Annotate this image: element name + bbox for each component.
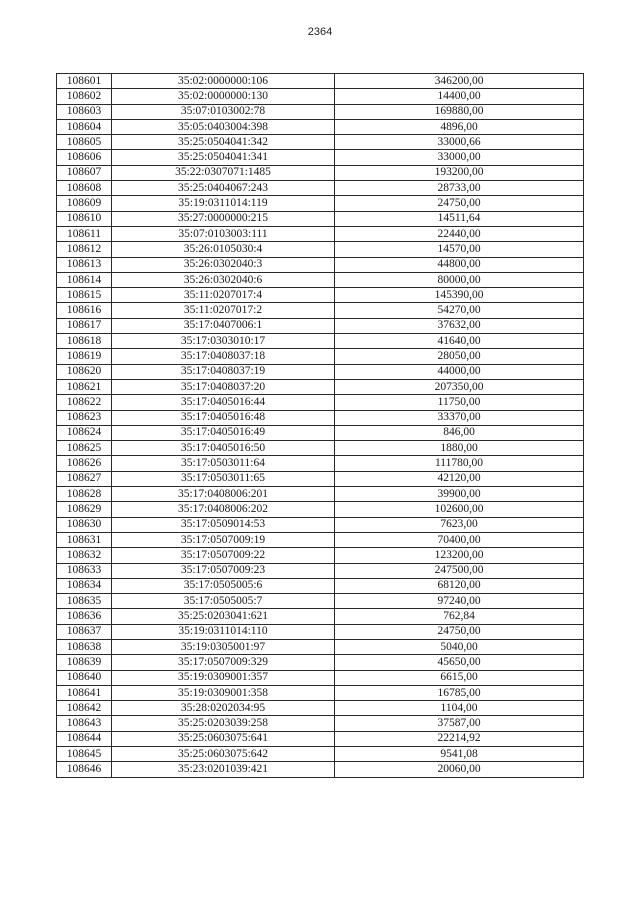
cadastral-number-cell: 35:25:0404067:243	[112, 181, 335, 196]
cadastral-value-cell: 37632,00	[335, 318, 584, 333]
row-number-cell: 108624	[57, 425, 112, 440]
cadastral-value-cell: 42120,00	[335, 471, 584, 486]
table-row	[57, 731, 584, 746]
cadastral-number-cell: 35:07:0103003:111	[112, 226, 335, 241]
table-row	[57, 670, 584, 685]
cadastral-value-cell: 22440,00	[335, 226, 584, 241]
table-row	[57, 532, 584, 547]
row-number-cell: 108604	[57, 119, 112, 134]
table-row	[57, 272, 584, 287]
cadastral-number-cell: 35:17:0303010:17	[112, 334, 335, 349]
cadastral-number-cell: 35:25:0504041:341	[112, 150, 335, 165]
cadastral-value-cell: 111780,00	[335, 456, 584, 471]
cadastral-value-cell: 207350,00	[335, 379, 584, 394]
cadastral-value-table	[56, 73, 584, 778]
cadastral-value-cell: 102600,00	[335, 502, 584, 517]
cadastral-value-cell: 20060,00	[335, 762, 584, 777]
table-row	[57, 517, 584, 532]
cadastral-value-cell: 54270,00	[335, 303, 584, 318]
row-number-cell: 108626	[57, 456, 112, 471]
cadastral-number-cell: 35:26:0302040:6	[112, 272, 335, 287]
row-number-cell: 108632	[57, 548, 112, 563]
cadastral-number-cell: 35:25:0603075:641	[112, 731, 335, 746]
cadastral-value-cell: 80000,00	[335, 272, 584, 287]
table-row	[57, 502, 584, 517]
cadastral-value-cell: 123200,00	[335, 548, 584, 563]
row-number-cell: 108619	[57, 349, 112, 364]
table-row	[57, 655, 584, 670]
cadastral-number-cell: 35:25:0504041:342	[112, 135, 335, 150]
table-row	[57, 701, 584, 716]
row-number-cell: 108611	[57, 226, 112, 241]
cadastral-value-cell: 346200,00	[335, 74, 584, 89]
cadastral-number-cell: 35:11:0207017:4	[112, 288, 335, 303]
cadastral-value-cell: 22214,92	[335, 731, 584, 746]
cadastral-number-cell: 35:17:0405016:49	[112, 425, 335, 440]
cadastral-value-cell: 1880,00	[335, 441, 584, 456]
table-row	[57, 74, 584, 89]
cadastral-number-cell: 35:17:0407006:1	[112, 318, 335, 333]
cadastral-number-cell: 35:17:0408037:20	[112, 379, 335, 394]
row-number-cell: 108620	[57, 364, 112, 379]
row-number-cell: 108641	[57, 685, 112, 700]
cadastral-value-cell: 70400,00	[335, 532, 584, 547]
row-number-cell: 108608	[57, 181, 112, 196]
table-row	[57, 196, 584, 211]
cadastral-value-cell: 33370,00	[335, 410, 584, 425]
row-number-cell: 108640	[57, 670, 112, 685]
cadastral-value-cell: 4896,00	[335, 119, 584, 134]
cadastral-value-cell: 846,00	[335, 425, 584, 440]
table-row	[57, 379, 584, 394]
cadastral-number-cell: 35:25:0203041:621	[112, 609, 335, 624]
row-number-cell: 108642	[57, 701, 112, 716]
row-number-cell: 108617	[57, 318, 112, 333]
cadastral-value-cell: 37587,00	[335, 716, 584, 731]
cadastral-number-cell: 35:28:0202034:95	[112, 701, 335, 716]
cadastral-value-cell: 16785,00	[335, 685, 584, 700]
cadastral-number-cell: 35:11:0207017:2	[112, 303, 335, 318]
row-number-cell: 108645	[57, 747, 112, 762]
cadastral-number-cell: 35:19:0311014:119	[112, 196, 335, 211]
cadastral-value-cell: 28733,00	[335, 181, 584, 196]
cadastral-number-cell: 35:17:0503011:64	[112, 456, 335, 471]
cadastral-value-cell: 1104,00	[335, 701, 584, 716]
cadastral-number-cell: 35:17:0503011:65	[112, 471, 335, 486]
cadastral-number-cell: 35:17:0408006:202	[112, 502, 335, 517]
cadastral-value-cell: 6615,00	[335, 670, 584, 685]
cadastral-number-cell: 35:25:0603075:642	[112, 747, 335, 762]
table-row	[57, 181, 584, 196]
cadastral-value-cell: 45650,00	[335, 655, 584, 670]
row-number-cell: 108630	[57, 517, 112, 532]
cadastral-number-cell: 35:19:0311014:110	[112, 624, 335, 639]
cadastral-value-cell: 24750,00	[335, 624, 584, 639]
table-row	[57, 150, 584, 165]
row-number-cell: 108621	[57, 379, 112, 394]
table-row	[57, 471, 584, 486]
cadastral-number-cell: 35:19:0305001:97	[112, 639, 335, 654]
cadastral-number-cell: 35:17:0405016:48	[112, 410, 335, 425]
cadastral-number-cell: 35:23:0201039:421	[112, 762, 335, 777]
table-row	[57, 425, 584, 440]
cadastral-number-cell: 35:17:0408006:201	[112, 487, 335, 502]
cadastral-number-cell: 35:17:0507009:23	[112, 563, 335, 578]
row-number-cell: 108602	[57, 89, 112, 104]
row-number-cell: 108610	[57, 211, 112, 226]
cadastral-value-cell: 9541,08	[335, 747, 584, 762]
cadastral-value-cell: 7623,00	[335, 517, 584, 532]
cadastral-number-cell: 35:17:0505005:7	[112, 594, 335, 609]
row-number-cell: 108635	[57, 594, 112, 609]
table-row	[57, 487, 584, 502]
table-row	[57, 135, 584, 150]
cadastral-value-cell: 44000,00	[335, 364, 584, 379]
cadastral-value-cell: 68120,00	[335, 578, 584, 593]
cadastral-value-cell: 97240,00	[335, 594, 584, 609]
cadastral-value-cell: 145390,00	[335, 288, 584, 303]
row-number-cell: 108601	[57, 74, 112, 89]
row-number-cell: 108627	[57, 471, 112, 486]
table-row	[57, 410, 584, 425]
table-row	[57, 303, 584, 318]
table-row	[57, 119, 584, 134]
cadastral-number-cell: 35:26:0302040:3	[112, 257, 335, 272]
table-row	[57, 395, 584, 410]
row-number-cell: 108638	[57, 639, 112, 654]
row-number-cell: 108606	[57, 150, 112, 165]
cadastral-value-cell: 169880,00	[335, 104, 584, 119]
table-body	[57, 74, 584, 778]
cadastral-number-cell: 35:02:0000000:106	[112, 74, 335, 89]
row-number-cell: 108609	[57, 196, 112, 211]
cadastral-number-cell: 35:17:0408037:19	[112, 364, 335, 379]
cadastral-value-cell: 41640,00	[335, 334, 584, 349]
row-number-cell: 108618	[57, 334, 112, 349]
table-row	[57, 104, 584, 119]
row-number-cell: 108631	[57, 532, 112, 547]
cadastral-number-cell: 35:17:0507009:329	[112, 655, 335, 670]
table-row	[57, 242, 584, 257]
row-number-cell: 108633	[57, 563, 112, 578]
cadastral-number-cell: 35:17:0509014:53	[112, 517, 335, 532]
cadastral-value-cell: 14400,00	[335, 89, 584, 104]
cadastral-number-cell: 35:26:0105030:4	[112, 242, 335, 257]
cadastral-number-cell: 35:25:0203039:258	[112, 716, 335, 731]
cadastral-value-cell: 39900,00	[335, 487, 584, 502]
table-row	[57, 716, 584, 731]
row-number-cell: 108603	[57, 104, 112, 119]
row-number-cell: 108612	[57, 242, 112, 257]
row-number-cell: 108636	[57, 609, 112, 624]
table-row	[57, 318, 584, 333]
cadastral-number-cell: 35:19:0309001:357	[112, 670, 335, 685]
row-number-cell: 108639	[57, 655, 112, 670]
cadastral-number-cell: 35:17:0507009:22	[112, 548, 335, 563]
table-row	[57, 89, 584, 104]
cadastral-value-cell: 14511,64	[335, 211, 584, 226]
row-number-cell: 108643	[57, 716, 112, 731]
cadastral-value-cell: 33000,00	[335, 150, 584, 165]
row-number-cell: 108623	[57, 410, 112, 425]
row-number-cell: 108646	[57, 762, 112, 777]
table-row	[57, 685, 584, 700]
cadastral-number-cell: 35:27:0000000:215	[112, 211, 335, 226]
table-row	[57, 226, 584, 241]
table-row	[57, 747, 584, 762]
row-number-cell: 108637	[57, 624, 112, 639]
table-row	[57, 456, 584, 471]
table-row	[57, 165, 584, 180]
page-number: 2364	[307, 26, 333, 38]
cadastral-number-cell: 35:17:0405016:50	[112, 441, 335, 456]
table-row	[57, 578, 584, 593]
table-row	[57, 349, 584, 364]
row-number-cell: 108625	[57, 441, 112, 456]
cadastral-number-cell: 35:17:0507009:19	[112, 532, 335, 547]
table-row	[57, 364, 584, 379]
cadastral-value-cell: 762,84	[335, 609, 584, 624]
row-number-cell: 108605	[57, 135, 112, 150]
cadastral-value-cell: 193200,00	[335, 165, 584, 180]
cadastral-number-cell: 35:05:0403004:398	[112, 119, 335, 134]
row-number-cell: 108614	[57, 272, 112, 287]
row-number-cell: 108616	[57, 303, 112, 318]
cadastral-value-cell: 247500,00	[335, 563, 584, 578]
cadastral-number-cell: 35:19:0309001:358	[112, 685, 335, 700]
cadastral-number-cell: 35:02:0000000:130	[112, 89, 335, 104]
row-number-cell: 108644	[57, 731, 112, 746]
cadastral-value-cell: 44800,00	[335, 257, 584, 272]
table-row	[57, 762, 584, 777]
cadastral-number-cell: 35:17:0408037:18	[112, 349, 335, 364]
table-row	[57, 639, 584, 654]
cadastral-number-cell: 35:17:0405016:44	[112, 395, 335, 410]
table-row	[57, 609, 584, 624]
cadastral-number-cell: 35:22:0307071:1485	[112, 165, 335, 180]
table-row	[57, 563, 584, 578]
row-number-cell: 108634	[57, 578, 112, 593]
table-row	[57, 594, 584, 609]
cadastral-value-cell: 24750,00	[335, 196, 584, 211]
cadastral-value-cell: 11750,00	[335, 395, 584, 410]
row-number-cell: 108628	[57, 487, 112, 502]
cadastral-value-cell: 5040,00	[335, 639, 584, 654]
row-number-cell: 108629	[57, 502, 112, 517]
table-row	[57, 441, 584, 456]
cadastral-value-cell: 28050,00	[335, 349, 584, 364]
row-number-cell: 108613	[57, 257, 112, 272]
cadastral-value-cell: 14570,00	[335, 242, 584, 257]
table-row	[57, 548, 584, 563]
table-row	[57, 624, 584, 639]
table-row	[57, 288, 584, 303]
row-number-cell: 108622	[57, 395, 112, 410]
table-row	[57, 257, 584, 272]
cadastral-number-cell: 35:17:0505005:6	[112, 578, 335, 593]
row-number-cell: 108607	[57, 165, 112, 180]
table-row	[57, 211, 584, 226]
row-number-cell: 108615	[57, 288, 112, 303]
table-row	[57, 334, 584, 349]
cadastral-number-cell: 35:07:0103002:78	[112, 104, 335, 119]
cadastral-value-cell: 33000,66	[335, 135, 584, 150]
